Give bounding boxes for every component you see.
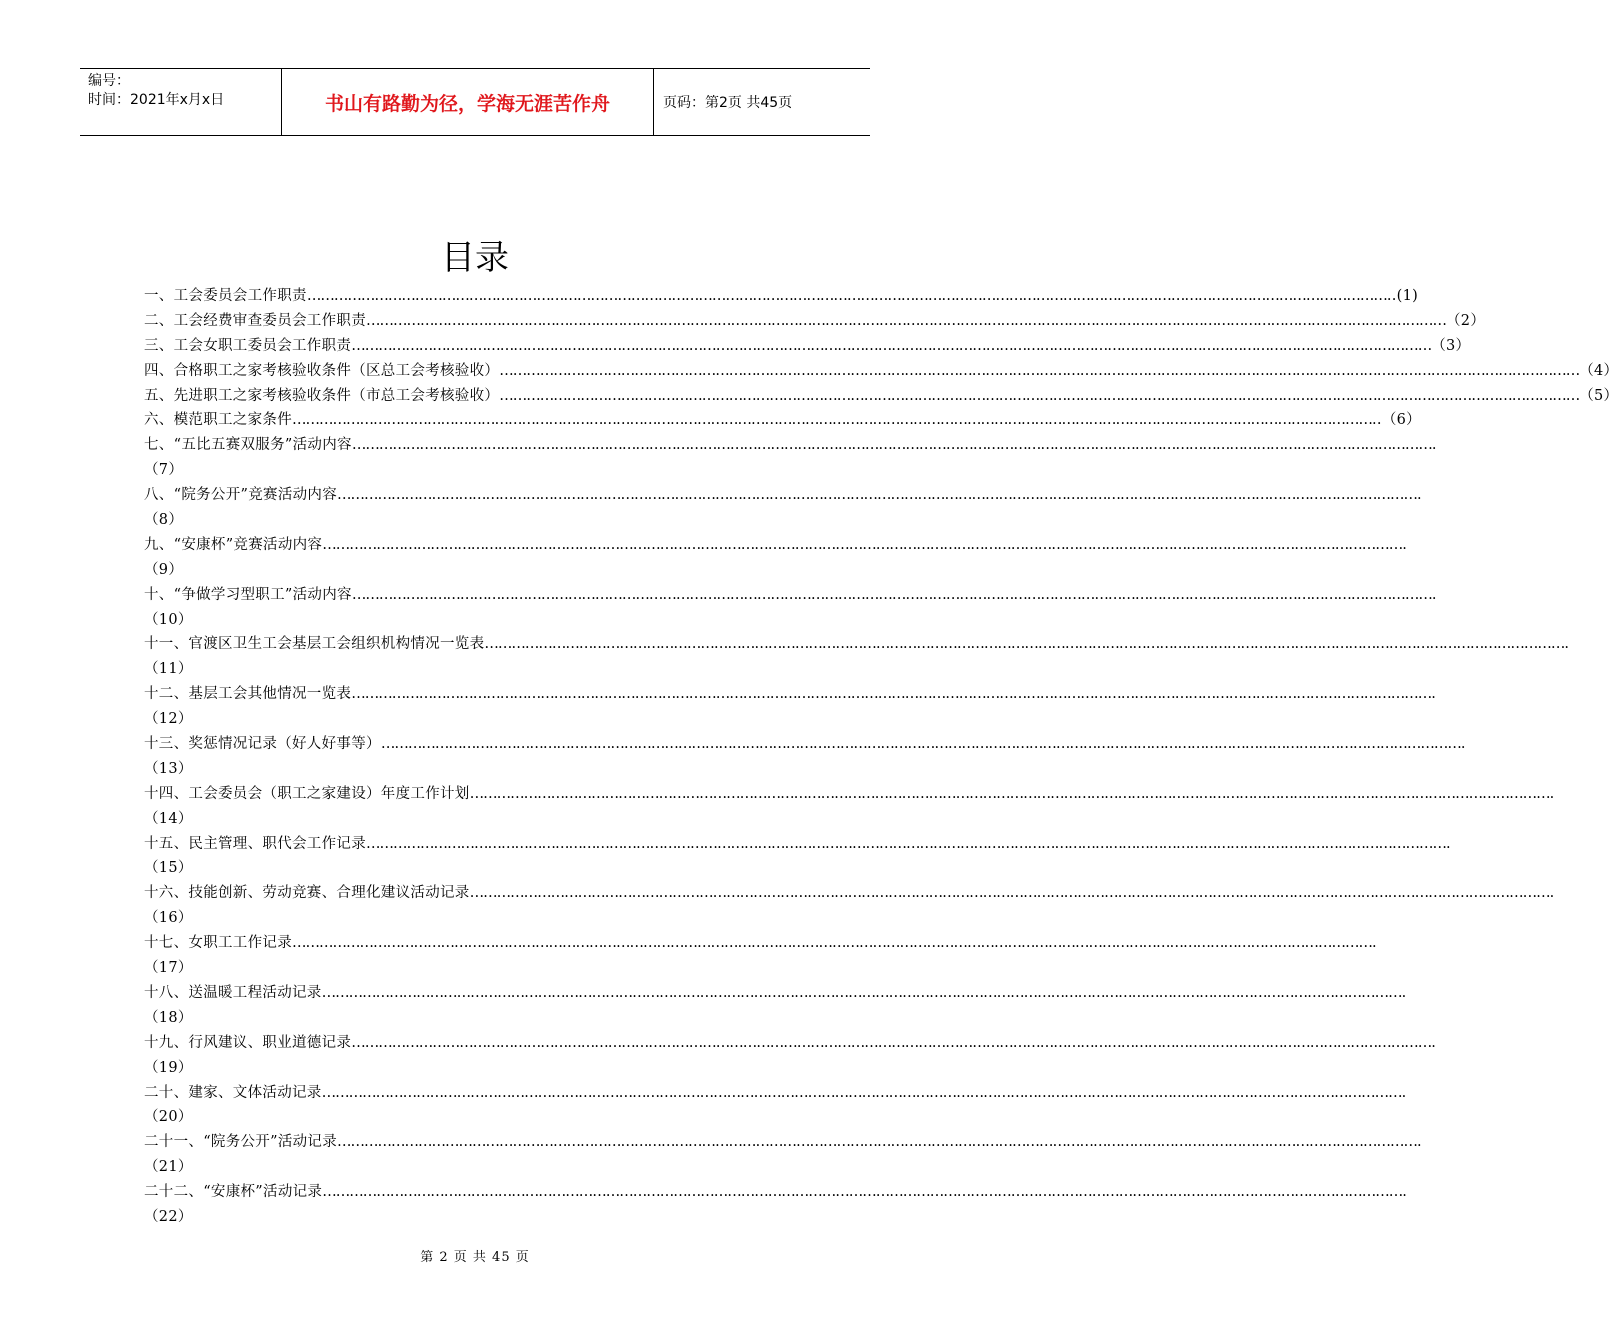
toc-leader-dots: …………………………………………………………………………………………………………………………………………………………………………………………………………………… — [337, 1134, 1418, 1151]
toc-entry-label: 六、模范职工之家条件 — [144, 412, 292, 429]
toc-entry-page: ..（6） — [1372, 412, 1421, 429]
toc-leader-dots: …………………………………………………………………………………………………………………………………………………………………………………………………………………… — [469, 785, 1550, 802]
toc-leader-dots: …………………………………………………………………………………………………………………………………………………………………………………………………………………… — [484, 636, 1565, 653]
toc-entry-continuation — [144, 1155, 807, 1180]
toc-leader-dots: …………………………………………………………………………………………………………………………………………………………………………………………………………………… — [351, 1034, 1432, 1051]
toc-entry-continuation — [144, 856, 807, 881]
toc-entry-page: （4） — [1579, 362, 1618, 379]
page-title: 目录 — [441, 238, 509, 278]
toc-entry-continuation — [144, 1056, 807, 1081]
toc-entry-page: （2） — [1446, 312, 1486, 329]
toc-entry — [144, 1180, 1408, 1205]
toc-entry-label: 二十二、“安康杯”活动记录 — [144, 1184, 323, 1201]
toc-entry — [144, 334, 1471, 359]
toc-leader-end: . — [1549, 885, 1555, 902]
toc-leader-dots: …………………………………………………………………………………………………………………………………………………………………………………………………………………… — [322, 1184, 1403, 1201]
document-number-label: 编号： — [88, 73, 130, 89]
toc-entry — [144, 384, 1618, 409]
toc-entry-page: （14） — [144, 810, 193, 827]
toc-entry-page: （9） — [144, 561, 184, 578]
toc-entry-label: 一、工会委员会工作职责 — [144, 288, 307, 304]
toc-entry-label: 十二、基层工会其他情况一览表 — [144, 686, 352, 703]
toc-entry-label: 二十一、“院务公开”活动记录 — [144, 1134, 338, 1151]
toc-leader-end: . — [1401, 1084, 1407, 1101]
toc-entry-label: 十九、行风建议、职业道德记录 — [144, 1034, 352, 1051]
header-table — [80, 68, 870, 136]
toc-entry-page: （13） — [144, 760, 193, 777]
toc-leader-dots: …………………………………………………………………………………………………………………………………………………………………………………………………………………… — [351, 686, 1432, 703]
toc-entry-label: 十一、官渡区卫生工会基层工会组织机构情况一览表 — [144, 636, 485, 653]
toc-entry — [144, 533, 1408, 558]
document-time-label: 时间：2021年x月x日 — [88, 92, 225, 108]
toc-leader-dots: …………………………………………………………………………………………………………………………………………………………………………………………………………………… — [321, 1084, 1402, 1101]
toc-leader-end: . — [1402, 536, 1408, 553]
toc-entry-page: （19） — [144, 1059, 193, 1076]
toc-entry-page: （17） — [144, 960, 193, 977]
toc-leader-dots: …………………………………………………………………………………………………………………………………………………………………………………………………………………… — [321, 984, 1402, 1001]
toc-entry-label: 十三、奖惩情况记录（好人好事等） — [144, 736, 381, 753]
toc-entry-page: （8） — [144, 512, 184, 529]
toc-entry-continuation — [144, 956, 807, 981]
toc-leader-dots: …………………………………………………………………………………………………………………………………………………………………………………………………………………… — [306, 288, 1387, 304]
toc-leader-dots: …………………………………………………………………………………………………………………………………………………………………………………………………………………… — [292, 412, 1372, 429]
toc-entry — [144, 632, 1570, 657]
toc-entry-page: （10） — [144, 611, 193, 628]
header-left-cell — [80, 69, 282, 135]
toc-entry-label: 九、“安康杯”竞赛活动内容 — [144, 536, 323, 553]
toc-entry-continuation — [144, 707, 807, 732]
toc-entry-page: （11） — [144, 661, 193, 678]
toc-entry-label: 八、“院务公开”竞赛活动内容 — [144, 487, 338, 504]
toc-entry — [144, 832, 1451, 857]
toc-entry-label: 四、合格职工之家考核验收条件（区总工会考核验收） — [144, 362, 500, 379]
toc-entry — [144, 483, 1422, 508]
toc-entry-continuation — [144, 1105, 807, 1130]
toc-entry-continuation — [144, 558, 807, 583]
toc-entry-continuation — [144, 657, 807, 682]
toc-leader-end: . — [1417, 1134, 1422, 1151]
toc-leader-end: . — [1431, 437, 1437, 454]
toc-entry-page: （22） — [144, 1208, 193, 1225]
toc-entry-continuation — [144, 608, 807, 633]
toc-entry — [144, 682, 1437, 707]
toc-leader-dots: …………………………………………………………………………………………………………………………………………………………………………………………………………………… — [366, 312, 1446, 329]
toc-entry-label: 十八、送温暖工程活动记录 — [144, 984, 322, 1001]
toc-leader-end: . — [1417, 487, 1422, 504]
toc-entry — [144, 981, 1407, 1006]
toc-entry-continuation — [144, 807, 807, 832]
toc-entry — [144, 732, 1466, 757]
toc-entry-label: 三、工会女职工委员会工作职责 — [144, 337, 352, 354]
toc-entry-continuation — [144, 508, 807, 533]
toc-leader-end: . — [1431, 586, 1437, 603]
toc-entry-label: 十四、工会委员会（职工之家建设）年度工作计划 — [144, 785, 470, 802]
toc-entry — [144, 433, 1437, 458]
toc-entry-page: （21） — [144, 1159, 193, 1176]
toc-leader-dots: …………………………………………………………………………………………………………………………………………………………………………………………………………………… — [351, 437, 1432, 454]
toc-entry — [144, 881, 1555, 906]
toc-entry-label: 七、“五比五赛双服务”活动内容 — [144, 437, 352, 454]
toc-leader-end: . — [1446, 835, 1451, 852]
page-footer: 第 2 页 共 45 页 — [420, 1250, 530, 1265]
toc-entry-label: 十六、技能创新、劳动竞赛、合理化建议活动记录 — [144, 885, 470, 902]
toc-entry-continuation — [144, 906, 807, 931]
toc-leader-dots: …………………………………………………………………………………………………………………………………………………………………………………………………………………… — [322, 536, 1403, 553]
toc-entry-page: （12） — [144, 711, 193, 728]
toc-leader-dots: …………………………………………………………………………………………………………………………………………………………………………………………………………………… — [351, 337, 1432, 354]
toc-leader-end: . — [1372, 935, 1377, 952]
toc-entry-continuation — [144, 757, 807, 782]
toc-entry — [144, 309, 1486, 334]
toc-leader-dots: …………………………………………………………………………………………………………………………………………………………………………………………………………………… — [337, 487, 1418, 504]
toc-entry — [144, 583, 1437, 608]
toc-entry-continuation — [144, 458, 807, 483]
header-page-info: 页码：第2页 共45页 — [663, 95, 793, 111]
toc-entry — [144, 1031, 1437, 1056]
toc-entry-page: （18） — [144, 1009, 193, 1026]
toc-leader-end: . — [1401, 984, 1407, 1001]
toc-entry-label: 十五、民主管理、职代会工作记录 — [144, 835, 366, 852]
header-motto: 书山有路勤为径，学海无涯苦作舟 — [282, 69, 654, 135]
toc-entry-label: 五、先进职工之家考核验收条件（市总工会考核验收） — [144, 387, 500, 404]
toc-leader-dots: …………………………………………………………………………………………………………………………………………………………………………………………………………………… — [499, 362, 1580, 379]
toc-entry-label: 二十、建家、文体活动记录 — [144, 1084, 322, 1101]
toc-entry — [144, 1130, 1422, 1155]
toc-leader-dots: …………………………………………………………………………………………………………………………………………………………………………………………………………………… — [351, 586, 1432, 603]
toc-entry-continuation — [144, 1205, 807, 1230]
toc-entry-page: （3） — [1431, 337, 1471, 354]
toc-entry — [144, 931, 1377, 956]
toc-leader-end: . — [1431, 1034, 1437, 1051]
toc-entry — [144, 408, 1421, 433]
toc-leader-dots: …………………………………………………………………………………………………………………………………………………………………………………………………………………… — [380, 736, 1461, 753]
toc-entry-label: 二、工会经费审查委员会工作职责 — [144, 312, 366, 329]
toc-leader-end: . — [1402, 1184, 1408, 1201]
toc-leader-end: . — [1460, 736, 1466, 753]
toc-entry-page: （15） — [144, 860, 193, 877]
toc-entry — [144, 782, 1555, 807]
toc-leader-dots: …………………………………………………………………………………………………………………………………………………………………………………………………………………… — [366, 835, 1446, 852]
toc-leader-dots: …………………………………………………………………………………………………………………………………………………………………………………………………………………… — [469, 885, 1550, 902]
toc-entry-page: （7） — [144, 462, 184, 479]
table-of-contents — [144, 284, 1618, 1230]
toc-entry-continuation — [144, 1006, 807, 1031]
toc-leader-end: . — [1549, 785, 1555, 802]
toc-entry-label: 十七、女职工工作记录 — [144, 935, 292, 952]
toc-leader-end: . — [1564, 636, 1570, 653]
toc-entry-label: 十、“争做学习型职工”活动内容 — [144, 586, 352, 603]
toc-leader-dots: …………………………………………………………………………………………………………………………………………………………………………………………………………………… — [499, 387, 1580, 404]
toc-leader-end: . — [1431, 686, 1437, 703]
toc-entry — [144, 359, 1618, 384]
toc-leader-dots: …………………………………………………………………………………………………………………………………………………………………………………………………………………… — [292, 935, 1372, 952]
toc-entry-page: （20） — [144, 1109, 193, 1126]
toc-entry — [144, 1081, 1407, 1106]
toc-entry-page: （16） — [144, 910, 193, 927]
toc-entry — [144, 284, 1419, 309]
toc-entry-page: （5） — [1579, 387, 1618, 404]
toc-entry-page: ..(1) — [1386, 288, 1419, 304]
